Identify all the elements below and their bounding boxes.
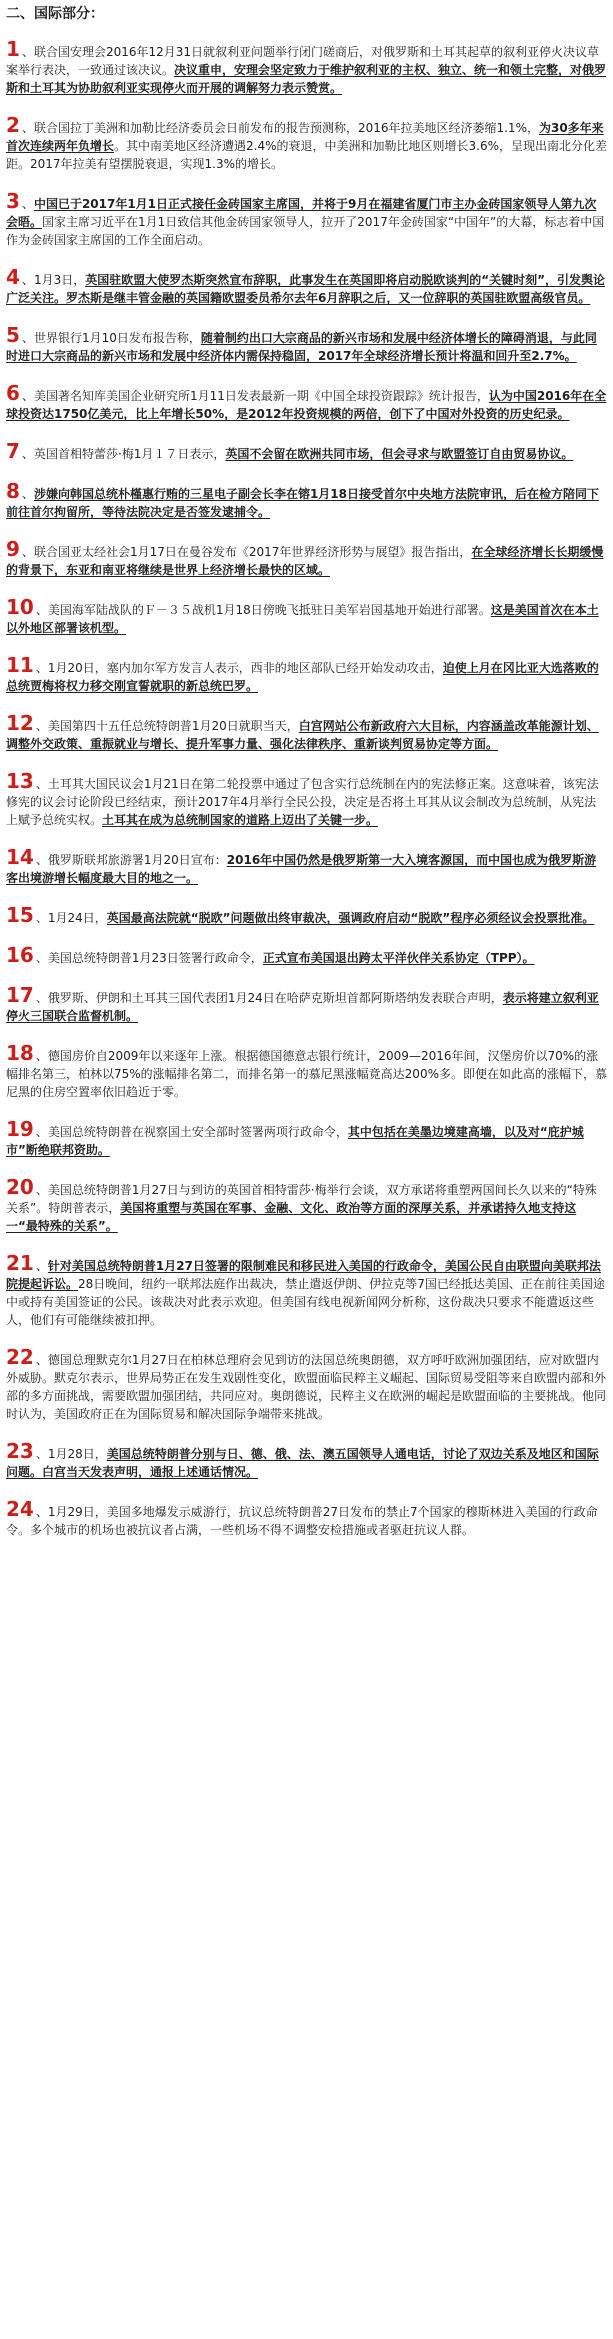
item-text: 美国总统特朗普在视察国土安全部时签署两项行政命令， [47, 1125, 348, 1139]
item-text: 1月28日， [47, 1447, 107, 1461]
item-separator: 、 [35, 1259, 48, 1273]
item-highlight: 英国不会留在欧洲共同市场，但会寻求与欧盟签订自由贸易协议。 [225, 447, 574, 461]
item-number: 24 [6, 1497, 34, 1521]
item-highlight: 为30多年来首次连续两年负增长 [6, 121, 604, 153]
news-item [6, 1345, 607, 1423]
news-item [6, 381, 607, 423]
item-text: 1月29日，美国多地爆发示威游行，抗议总统特朗普27日发布的禁止7个国家的穆斯林进入美国的行政命令。多个城市的机场也被抗议者占满，一些机场不得不调整安检措施或者驱赶抗议人群。 [6, 1505, 598, 1537]
item-highlight: 正式宣布美国退出跨太平洋伙伴关系协定（TPP）。 [262, 951, 535, 965]
item-highlight: 2016年中国仍然是俄罗斯第一大入境客源国，而中国也成为俄罗斯游客出境游增长幅度最大目的地之一。 [6, 853, 597, 885]
section-title: 二、国际部分： [6, 6, 104, 22]
news-item [6, 1117, 607, 1159]
item-separator: 、 [21, 487, 34, 501]
item-separator: 、 [21, 45, 34, 59]
item-highlight: 针对美国总统特朗普1月27日签署的限制难民和移民进入美国的行政命令，美国公民自由联盟向美联邦法院提起诉讼。 [6, 1259, 601, 1291]
item-text: 俄罗斯联邦旅游署1月20日宣布： [47, 853, 227, 867]
news-item [6, 983, 607, 1025]
item-highlight: 美国将重塑与英国在军事、金融、文化、政治等方面的深厚关系，并承诺持久地支持这一“最特殊的关系”。 [6, 1201, 577, 1233]
item-separator: 、 [35, 1183, 48, 1197]
item-highlight: 美国总统特朗普分别与日、德、俄、法、澳五国领导人通电话，讨论了双边关系及地区和国际问题。白宫当天发表声明，通报上述通话情况。 [6, 1447, 599, 1479]
news-item [6, 711, 607, 753]
item-number: 12 [6, 711, 34, 735]
item-text: 1月24日， [47, 911, 107, 925]
item-number: 1 [6, 37, 20, 61]
item-text: 土耳其大国民议会1月21日在第二轮投票中通过了包含实行总统制在内的宪法修正案。这意味着，该宪法修宪的议会讨论阶段已经结束，预计2017年4月举行全民公投，决定是否将土耳其从议会制改为总统制，从宪法上赋予总统实权。 [6, 777, 599, 827]
item-separator: 、 [35, 1049, 48, 1063]
item-text: 联合国拉丁美洲和加勒比经济委员会日前发布的报告预测称，2016年拉美地区经济萎缩1.1%， [33, 121, 539, 135]
item-separator: 、 [21, 545, 34, 559]
item-highlight: 中国已于2017年1月1日正式接任金砖国家主席国，并将于9月在福建省厦门市主办金砖国家领导人第九次会晤。 [6, 197, 597, 229]
item-text: 联合国安理会2016年12月31日就叙利亚问题举行闭门磋商后，对俄罗斯和土耳其起草的叙利亚停火决议草案举行表决，一致通过该决议。 [6, 45, 600, 77]
news-item [6, 265, 607, 307]
item-highlight: 白宫网站公布新政府六大目标，内容涵盖改革能源计划、调整外交政策、重振就业与增长、提升军事力量、强化法律秩序、重新谈判贸易协定等方面。 [6, 719, 599, 751]
item-text: 美国第四十五任总统特朗普1月20日就职当天， [47, 719, 299, 733]
news-item [6, 943, 607, 967]
item-number: 19 [6, 1117, 34, 1141]
item-text: 美国总统特朗普1月23日签署行政命令， [47, 951, 263, 965]
news-item [6, 189, 607, 249]
item-number: 7 [6, 439, 20, 463]
item-number: 9 [6, 537, 20, 561]
item-separator: 、 [35, 951, 48, 965]
item-separator: 、 [35, 991, 48, 1005]
news-item [6, 1175, 607, 1235]
item-number: 13 [6, 769, 34, 793]
item-highlight: 英国最高法院就“脱欧”问题做出终审裁决，强调政府启动“脱欧”程序必须经议会投票批准。 [106, 911, 595, 925]
item-separator: 、 [21, 389, 34, 403]
news-item [6, 845, 607, 887]
item-number: 17 [6, 983, 34, 1007]
item-number: 2 [6, 113, 20, 137]
item-highlight: 在全球经济增长长期缓慢的背景下，东亚和南亚将继续是世界上经济增长最快的区域。 [6, 545, 604, 577]
news-list [6, 37, 607, 1539]
item-number: 14 [6, 845, 34, 869]
item-text: 德国房价自2009年以来逐年上涨。根据德国德意志银行统计，2009—2016年间，汉堡房价以70%的涨幅排名第三，柏林以75%的涨幅排名第二，而排名第一的慕尼黑涨幅竟高达200%多。即便在如此高的涨幅下，慕尼黑的住房空置率依旧趋近于零。 [6, 1049, 607, 1099]
item-number: 4 [6, 265, 20, 289]
item-separator: 、 [35, 719, 48, 733]
item-separator: 、 [21, 121, 34, 135]
news-item [6, 537, 607, 579]
item-text: 英国首相特蕾莎·梅1月１７日表示， [33, 447, 226, 461]
news-item [6, 769, 607, 829]
item-number: 16 [6, 943, 34, 967]
item-number: 18 [6, 1041, 34, 1065]
news-item [6, 595, 607, 637]
item-separator: 、 [21, 331, 34, 345]
news-item [6, 1497, 607, 1539]
item-number: 11 [6, 653, 34, 677]
item-highlight: 土耳其在成为总统制国家的道路上迈出了关键一步。 [102, 813, 379, 827]
news-item [6, 113, 607, 173]
item-number: 10 [6, 595, 34, 619]
item-number: 21 [6, 1251, 34, 1275]
item-text: 俄罗斯、伊朗和土耳其三国代表团1月24日在哈萨克斯坦首都阿斯塔纳发表联合声明， [47, 991, 503, 1005]
item-separator: 、 [35, 1447, 48, 1461]
item-highlight: 涉嫌向韩国总统朴槿惠行贿的三星电子副会长李在镕1月18日接受首尔中央地方法院审讯，后在检方陪同下前往首尔拘留所，等待法院决定是否签发逮捕令。 [6, 487, 599, 519]
news-item [6, 1439, 607, 1481]
item-separator: 、 [21, 273, 34, 287]
item-number: 23 [6, 1439, 34, 1463]
item-text-tail: 国家主席习近平在1月1日致信其他金砖国家领导人，拉开了2017年金砖国家“中国年”的大幕，标志着中国作为金砖国家主席国的工作全面启动。 [6, 215, 605, 247]
item-text: 美国总统特朗普1月27日与到访的英国首相特雷莎·梅举行会谈，双方承诺将重塑两国间长久以来的“特殊关系”。特朗普表示， [6, 1183, 597, 1215]
item-separator: 、 [21, 447, 34, 461]
news-item [6, 903, 607, 927]
item-separator: 、 [35, 853, 48, 867]
item-text-tail: 28日晚间，纽约一联邦法庭作出裁决，禁止遣返伊朗、伊拉克等7国已经抵达美国、正在前往美国途中或持有美国签证的公民。该裁决对此表示欢迎。但美国有线电视新闻网分析称，这份裁决只要求不能遣返这些人，他们有可能继续被扣押。 [6, 1277, 605, 1327]
item-number: 6 [6, 381, 20, 405]
news-item [6, 1251, 607, 1329]
item-number: 8 [6, 479, 20, 503]
news-item [6, 479, 607, 521]
item-highlight: 英国驻欧盟大使罗杰斯突然宣布辞职，此事发生在英国即将启动脱欧谈判的“关键时刻”，引发舆论广泛关注。罗杰斯是继丰管金融的英国籍欧盟委员希尔去年6月辞职之后，又一位辞职的英国驻欧盟高级官员。 [6, 273, 605, 305]
item-text: 美国著名知库美国企业研究所1月11日发表最新一期《中国全球投资跟踪》统计报告， [33, 389, 489, 403]
news-item [6, 653, 607, 695]
news-item [6, 37, 607, 97]
item-highlight: 随着制约出口大宗商品的新兴市场和发展中经济体增长的障碍消退，与此同时进口大宗商品的新兴市场和发展中经济体内需保持稳固，2017年全球经济增长预计将温和回升至2.7%。 [6, 331, 597, 363]
item-highlight: 表示将建立叙利亚停火三国联合监督机制。 [6, 991, 599, 1023]
item-number: 15 [6, 903, 34, 927]
item-number: 20 [6, 1175, 34, 1199]
item-number: 3 [6, 189, 20, 213]
news-item [6, 439, 607, 463]
item-highlight: 迫使上月在冈比亚大选落败的总统贾梅将权力移交刚宣誓就职的新总统巴罗。 [6, 661, 599, 693]
item-separator: 、 [35, 777, 48, 791]
item-text: 1月20日，塞内加尔军方发言人表示，西非的地区部队已经开始发动攻击， [47, 661, 443, 675]
item-text: 1月3日， [33, 273, 86, 287]
item-text: 世界银行1月10日发布报告称， [33, 331, 201, 345]
item-text: 联合国亚太经社会1月17日在曼谷发布《2017年世界经济形势与展望》报告指出， [33, 545, 472, 559]
item-separator: 、 [35, 911, 48, 925]
item-separator: 、 [35, 1353, 48, 1367]
news-item [6, 1041, 607, 1101]
item-text: 德国总理默克尔1月27日在柏林总理府会见到访的法国总统奥朗德，双方呼吁欧洲加强团结，应对欧盟内外威胁。默克尔表示，世界局势正在发生戏剧性变化，欧盟面临民粹主义崛起、国际贸易受阻等来自欧盟内部和外部的多方面挑战，需要欧盟加强团结，共同应对。奥朗德说，民粹主义在欧洲的崛起是欧盟面临的主要挑战。他同时认为，美国政府正在为国际贸易和解决国际争端带来挑战。 [6, 1353, 607, 1421]
item-text-tail: 。其中南美地区经济遭遇2.4%的衰退，中美洲和加勒比地区则增长3.6%，呈现出南北分化差距。2017年拉美有望摆脱衰退，实现1.3%的增长。 [6, 139, 607, 171]
item-highlight: 认为中国2016年在全球投资达1750亿美元，比上年增长50%，是2012年投资规模的两倍，创下了中国对外投资的历史纪录。 [6, 389, 607, 421]
item-separator: 、 [21, 197, 34, 211]
item-separator: 、 [35, 1125, 48, 1139]
item-highlight: 这是美国首次在本土以外地区部署该机型。 [6, 603, 599, 635]
item-separator: 、 [35, 1505, 48, 1519]
item-highlight: 决议重申，安理会坚定致力于维护叙利亚的主权、独立、统一和领土完整，对俄罗斯和土耳其为协助叙利亚实现停火而开展的调解努力表示赞赏。 [6, 63, 607, 95]
item-number: 5 [6, 323, 20, 347]
item-text: 美国海军陆战队的Ｆ－３５战机1月18日傍晚飞抵驻日美军岩国基地开始进行部署。 [47, 603, 491, 617]
item-highlight: 其中包括在美墨边境建高墙，以及对“庇护城市”断绝联邦资助。 [6, 1125, 584, 1157]
item-separator: 、 [35, 661, 48, 675]
item-number: 22 [6, 1345, 34, 1369]
item-separator: 、 [35, 603, 48, 617]
news-item [6, 323, 607, 365]
